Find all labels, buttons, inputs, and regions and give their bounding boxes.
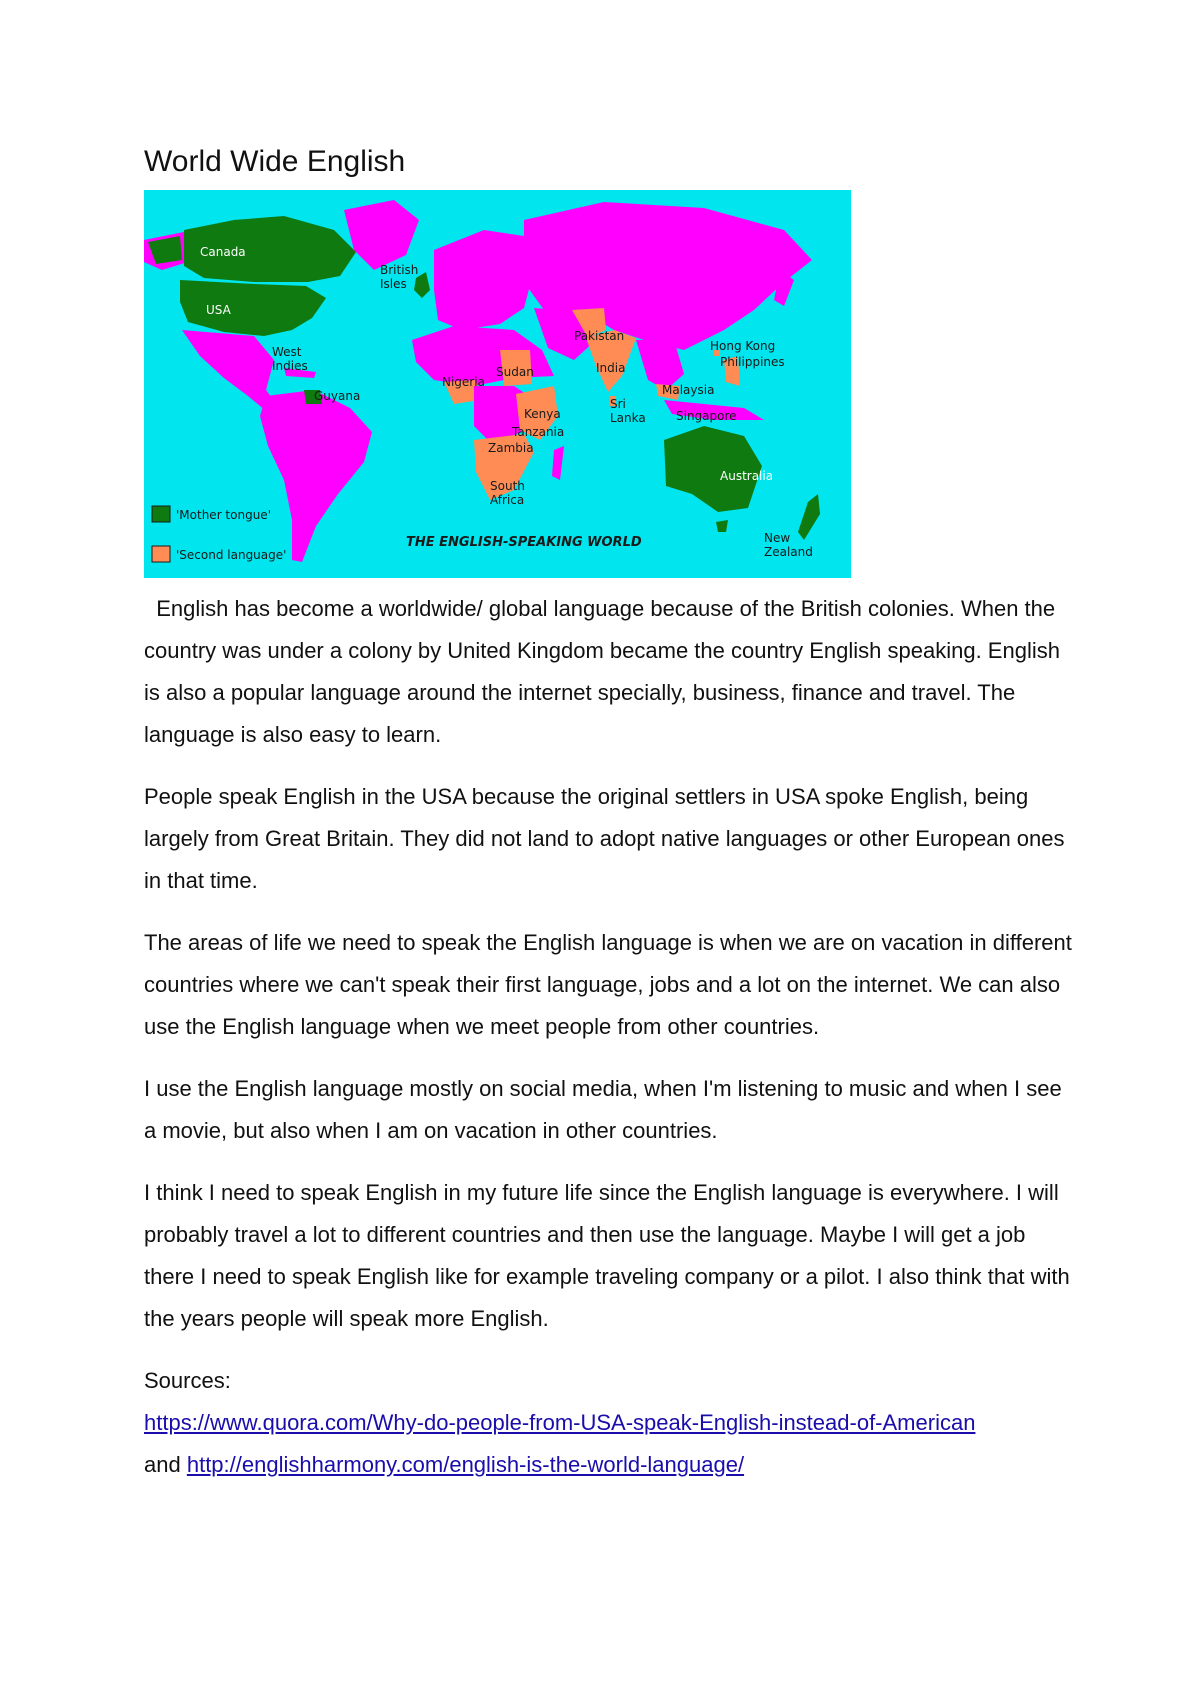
paragraph-3: The areas of life we need to speak the English language is when we are on vacation in different countries where we can't speak their first language, jobs and a lot on the internet. We can also use the English language when we meet people from other countries. (144, 930, 1072, 1039)
map-label-guyana: Guyana (314, 389, 361, 403)
map-label-sudan: Sudan (496, 365, 534, 379)
map-label-kenya: Kenya (524, 407, 561, 421)
map-label-sri-lanka-2: Lanka (610, 411, 646, 425)
map-label-canada: Canada (200, 245, 246, 259)
legend-swatch-mother (152, 506, 170, 522)
sources-conjunction: and (144, 1452, 181, 1477)
sources-links (144, 1402, 1074, 1486)
paragraph-1: English has become a worldwide/ global language because of the British colonies. When the country was under a colony by United Kingdom became the country English speaking. English is also a popular language around the internet specially, business, finance and travel. The language is also easy to learn. (144, 596, 1067, 747)
map-label-nigeria: Nigeria (442, 375, 485, 389)
map-label-tanzania: Tanzania (512, 425, 565, 439)
map-label-malaysia: Malaysia (662, 383, 715, 397)
map-label-zambia: Zambia (488, 441, 534, 455)
body-text (144, 588, 1074, 1486)
world-map-figure (144, 190, 851, 578)
map-label-pakistan: Pakistan (574, 329, 625, 343)
source-link-englishharmony[interactable]: http://englishharmony.com/english-is-the-world-language/ (186, 1452, 745, 1477)
map-label-south-africa-1: South (490, 479, 525, 493)
map-label-sri-lanka-1: Sri (610, 397, 626, 411)
paragraph-5: I think I need to speak English in my future life since the English language is everywhere. I will probably travel a lot to different countries and then use the language. Maybe I will get a job there I need to speak English like for example traveling company or a pilot. I also think that with the years people will speak more English. (144, 1180, 1070, 1331)
map-label-hong-kong: Hong Kong (710, 339, 776, 353)
map-label-india: India (596, 361, 626, 375)
map-label-west-indies-2: Indies (272, 359, 308, 373)
map-label-new-zealand-2: Zealand (764, 545, 813, 559)
paragraph-4: I use the English language mostly on social media, when I'm listening to music and when I see a movie, but also when I am on vacation in other countries. (144, 1076, 1062, 1143)
legend-swatch-second (152, 546, 170, 562)
map-label-british-isles-1: British (380, 263, 419, 277)
page-title: World Wide English (144, 145, 406, 178)
map-label-singapore: Singapore (676, 409, 737, 423)
map-label-australia: Australia (720, 469, 774, 483)
map-label-west-indies-1: West (272, 345, 302, 359)
paragraph-2: People speak English in the USA because the original settlers in USA spoke English, being largely from Great Britain. They did not land to adopt native languages or other European ones in that time. (144, 784, 1065, 893)
source-link-quora[interactable]: https://www.quora.com/Why-do-people-from-USA-speak-English-instead-of-American (144, 1410, 976, 1435)
map-tasmania (716, 520, 728, 532)
map-label-south-africa-2: Africa (490, 493, 525, 507)
map-label-new-zealand-1: New (764, 531, 791, 545)
sources-label: Sources: (144, 1368, 231, 1393)
legend-second-label: 'Second language' (176, 548, 287, 562)
map-label-usa: USA (206, 303, 231, 317)
legend-mother-label: 'Mother tongue' (176, 508, 271, 522)
map-label-philippines: Philippines (720, 355, 785, 369)
map-caption: THE ENGLISH-SPEAKING WORLD (406, 535, 642, 550)
map-label-british-isles-2: Isles (380, 277, 407, 291)
